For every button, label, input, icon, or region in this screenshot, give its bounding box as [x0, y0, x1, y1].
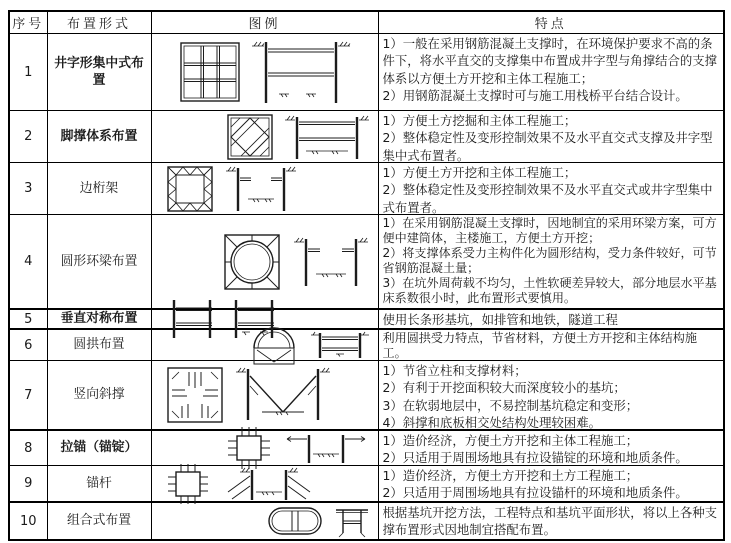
- row-form: 井字形集中式布置: [47, 34, 151, 111]
- feature-line: 2）整体稳定性及变形控制效果不及水平直交式支撑及井字型集中式布置者。: [382, 130, 713, 162]
- feature-line: 2）用钢筋混凝土支撑时可与施工用栈桥平台结合设计。: [382, 88, 688, 104]
- horizontal-anchor-section-diagram: [282, 431, 370, 465]
- row-form: 拉锚（锚锭）: [47, 430, 151, 466]
- support-layout-table-document: [8, 10, 723, 541]
- row-legend: [151, 430, 378, 466]
- header-form: 布置形式: [47, 11, 151, 34]
- table-row: [9, 34, 724, 111]
- braced-wall-section-diagram: [251, 37, 351, 107]
- feature-line: 1）在采用钢筋混凝土支撑时，因地制宜的采用环梁方案，可方便中建筒体，主楼施工，方便土方开挖；: [382, 216, 717, 245]
- row-no: 8: [9, 430, 47, 466]
- row-legend: [151, 111, 378, 163]
- combined-oval-plan-diagram: [266, 504, 324, 538]
- row-form: 组合式布置: [47, 502, 151, 540]
- row-form: 竖向斜撑: [47, 361, 151, 431]
- braced-wall-section-diagram: [284, 113, 370, 161]
- table-row: [9, 430, 724, 466]
- row-form: 垂直对称布置: [47, 309, 151, 329]
- feature-line: 2）有利于开挖面积较大而深度较小的基坑；: [382, 380, 626, 396]
- row-no: 1: [9, 34, 47, 111]
- feature-line: 1）方便土方挖掘和主体工程施工；: [382, 113, 577, 128]
- feature-line: 2）只适用于周围场地具有拉设锚锭的环境和地质条件。: [382, 450, 688, 465]
- feature-line: 3）在软弱地层中，不易控制基坑稳定和变形；: [382, 397, 639, 413]
- feature-line: 1）造价经济，方便土方开挖和土方工程施工；: [382, 468, 639, 483]
- feature-line: 根据基坑开挖方法，工程特点和基坑平面形状，将以上各种支撑布置形式因地制宜搭配布置。: [382, 505, 718, 538]
- table-row: [9, 466, 724, 503]
- feature-line: 使用长条形基坑，如排管和地铁，隧道工程: [382, 312, 618, 327]
- layout-forms-table: [8, 10, 725, 541]
- row-features: [378, 329, 724, 361]
- feature-line: 2）整体稳定性及变形控制效果不及水平直交式或井字型集中式布置者。: [382, 182, 713, 214]
- header-features: 特点: [378, 11, 724, 34]
- feature-line: 利用圆拱受力特点，节省材料，方便土方开挖和主体结构施工。: [382, 331, 697, 360]
- row-features: [378, 215, 724, 310]
- row-features: [378, 361, 724, 431]
- arch-elevation-diagram: [248, 323, 300, 367]
- waler-wall-section-diagram: [292, 234, 370, 290]
- table-row: [9, 502, 724, 540]
- header-no: 序号: [9, 11, 47, 34]
- row-features: [378, 466, 724, 503]
- anchor-plan-diagram: [166, 462, 210, 506]
- row-form: 圆形环梁布置: [47, 215, 151, 310]
- row-no: 3: [9, 163, 47, 215]
- edge-truss-plan-diagram: [166, 165, 214, 213]
- row-no: 4: [9, 215, 47, 310]
- row-legend: [151, 361, 378, 431]
- feature-line: 1）方便土方开挖和主体工程施工；: [382, 165, 577, 180]
- row-no: 10: [9, 502, 47, 540]
- row-features: [378, 163, 724, 215]
- row-legend: [151, 163, 378, 215]
- row-no: 7: [9, 361, 47, 431]
- row-no: 5: [9, 309, 47, 329]
- row-form: 边桁架: [47, 163, 151, 215]
- feature-line: 4）斜撑和底板相交处结构处理较困难。: [382, 415, 602, 429]
- row-form: 脚撑体系布置: [47, 111, 151, 163]
- row-features: [378, 34, 724, 111]
- row-form: 圆拱布置: [47, 329, 151, 361]
- row-features: [378, 111, 724, 163]
- feature-line: 3）在坑外周荷载不均匀，土性软硬差异较大，部分地层水平基床系数很小时，此布置形式要慎用。: [382, 275, 717, 305]
- table-row: [9, 309, 724, 329]
- table-row: [9, 361, 724, 431]
- table-row: [9, 329, 724, 361]
- corner-brace-plan-diagram: [226, 113, 274, 161]
- ring-beam-plan-diagram: [222, 232, 282, 292]
- row-features: [378, 502, 724, 540]
- combined-section-diagram: [334, 505, 370, 538]
- row-no: 9: [9, 466, 47, 503]
- row-features: [378, 430, 724, 466]
- table-row: [9, 111, 724, 163]
- feature-line: 2）将支撑体系受力主构件化为圆形结构，受力条件较好，可节省钢筋混凝土量；: [382, 245, 717, 275]
- anchor-plan-diagram: [226, 425, 272, 471]
- feature-line: 1）造价经济，方便土方开挖和主体工程施工；: [382, 433, 639, 448]
- inclined-anchor-section-diagram: [220, 466, 318, 502]
- feature-line: 1）一般在采用钢筋混凝土支撑时，在环境保护要求不高的条件下，将水平直交的支撑集中布置成井字型与角撑结合的支撑体系以方便土方开挖和主体工程施工；: [382, 36, 718, 86]
- row-legend: [151, 34, 378, 111]
- vertical-brace-plan-diagram: [166, 366, 224, 424]
- table-row: [9, 215, 724, 310]
- row-legend: [151, 466, 378, 503]
- row-legend: [151, 215, 378, 310]
- row-features: [378, 309, 724, 329]
- row-no: 2: [9, 111, 47, 163]
- row-no: 6: [9, 329, 47, 361]
- row-form: 锚杆: [47, 466, 151, 503]
- strut-section-diagram: [310, 330, 370, 360]
- row-legend: [151, 502, 378, 540]
- feature-line: 1）节省立柱和支撑材料；: [382, 363, 527, 378]
- waler-wall-section-diagram: [224, 165, 298, 213]
- header-legend: 图例: [151, 11, 378, 34]
- table-row: [9, 163, 724, 215]
- raking-strut-section-diagram: [234, 364, 332, 426]
- feature-line: 2）只适用于周围场地具有拉设锚杆的环境和地质条件。: [382, 485, 688, 501]
- well-grid-plan-diagram: [179, 41, 241, 103]
- header-row: [9, 11, 724, 34]
